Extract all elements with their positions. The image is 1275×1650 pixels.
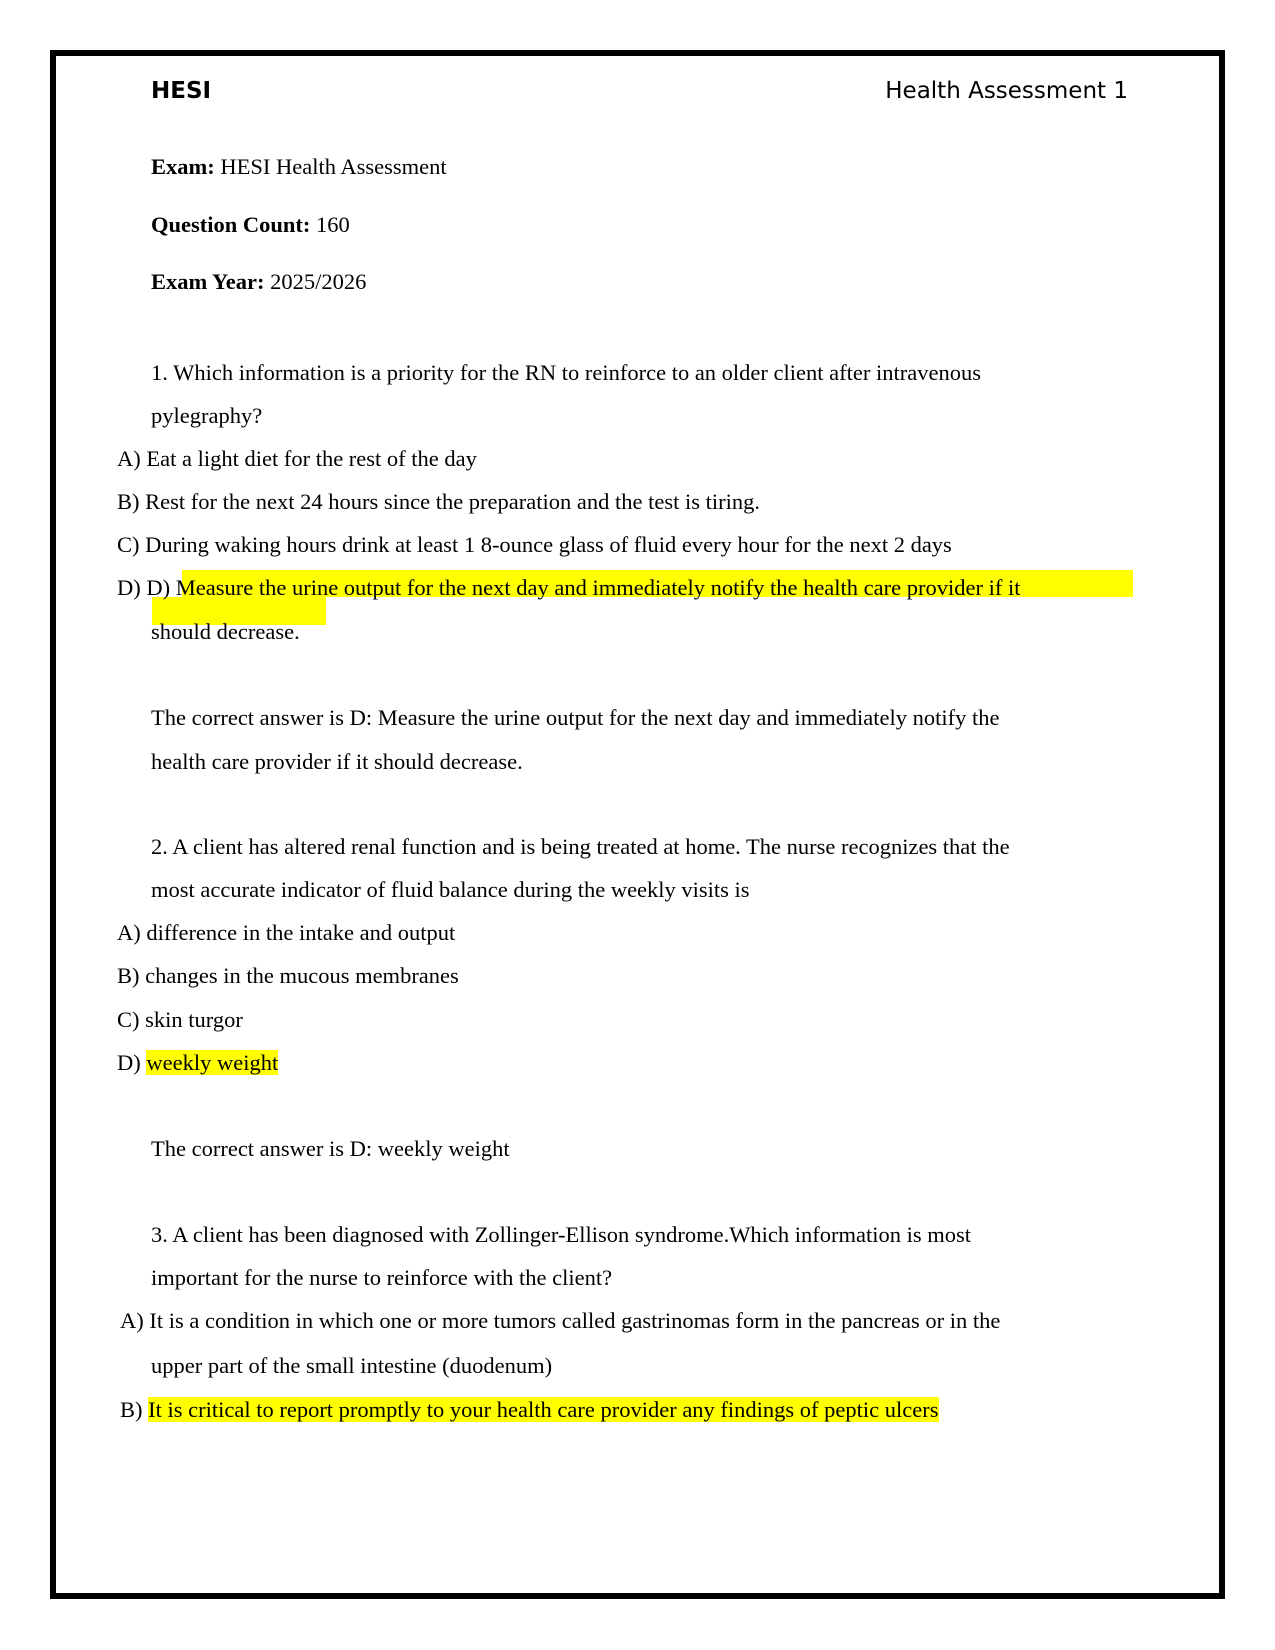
question-1-answer: The correct answer is D: Measure the urine output for the next day and immediately notify the [151,705,1000,730]
option-letter: A) [117,920,141,945]
meta-value: 160 [310,212,350,237]
option-letter: D) [117,1050,141,1075]
question-3-option-a-cont: upper part of the small intestine (duodenum) [151,1353,553,1378]
option-text: Rest for the next 24 hours since the preparation and the test is tiring. [145,489,760,514]
meta-exam [151,153,447,181]
question-2-option-c [117,1006,243,1034]
question-2-stem-cont: most accurate indicator of fluid balance during the weekly visits is [151,877,750,902]
question-3-option-b [120,1396,939,1424]
option-letter: B) [117,963,140,988]
meta-exam-year [151,268,366,296]
question-1-option-d [117,574,1020,602]
question-2-answer: The correct answer is D: weekly weight [151,1136,510,1161]
option-letter: B) [117,489,140,514]
option-letter: C) [117,1007,140,1032]
option-letter: D) [117,575,141,600]
option-text: skin turgor [145,1007,243,1032]
option-text-highlighted: Measure the urine output for the next day and immediately notify the health care provider if it [175,575,1021,600]
question-1-option-d-cont: should decrease. [151,619,300,644]
meta-label: Question Count: [151,212,311,237]
option-text: ) [162,575,171,600]
option-text: D [146,575,163,600]
question-3-stem: 3. A client has been diagnosed with Zollinger-Ellison syndrome.Which information is most [151,1222,972,1247]
question-3-stem-cont: important for the nurse to reinforce with the client? [151,1265,613,1290]
option-text: Eat a light diet for the rest of the day [146,446,477,471]
header-left-title: HESI [151,78,212,104]
question-1-option-c [117,531,952,559]
question-2-stem: 2. A client has altered renal function and is being treated at home. The nurse recognizes that the [151,834,1010,859]
question-1-stem-cont: pylegraphy? [151,403,263,428]
option-text: changes in the mucous membranes [145,963,459,988]
question-1-stem: 1. Which information is a priority for the RN to reinforce to an older client after intravenous [151,360,981,385]
meta-label: Exam: [151,154,215,179]
meta-question-count [151,211,350,239]
option-letter: C) [117,532,140,557]
meta-value: 2025/2026 [264,269,367,294]
option-letter: A) [120,1308,144,1333]
meta-value: HESI Health Assessment [214,154,447,179]
question-1-option-a [117,445,477,473]
question-2-option-b [117,962,459,990]
option-text: It is a condition in which one or more tumors called gastrinomas form in the pancreas or in the [149,1308,1001,1333]
option-text: difference in the intake and output [146,920,456,945]
option-letter: B) [120,1397,143,1422]
question-1-option-b [117,488,760,516]
header-right-title: Health Assessment 1 [885,78,1128,104]
question-1-answer-cont: health care provider if it should decrease. [151,749,523,774]
option-text-highlighted: It is critical to report promptly to your health care provider any findings of peptic ulcers [148,1397,939,1422]
option-letter: A) [117,446,141,471]
option-text-highlighted: weekly weight [146,1050,279,1075]
question-2-option-a [117,919,455,947]
question-2-option-d [117,1049,278,1077]
option-text: During waking hours drink at least 1 8-ounce glass of fluid every hour for the next 2 days [145,532,952,557]
question-3-option-a [120,1307,1000,1335]
meta-label: Exam Year: [151,269,265,294]
